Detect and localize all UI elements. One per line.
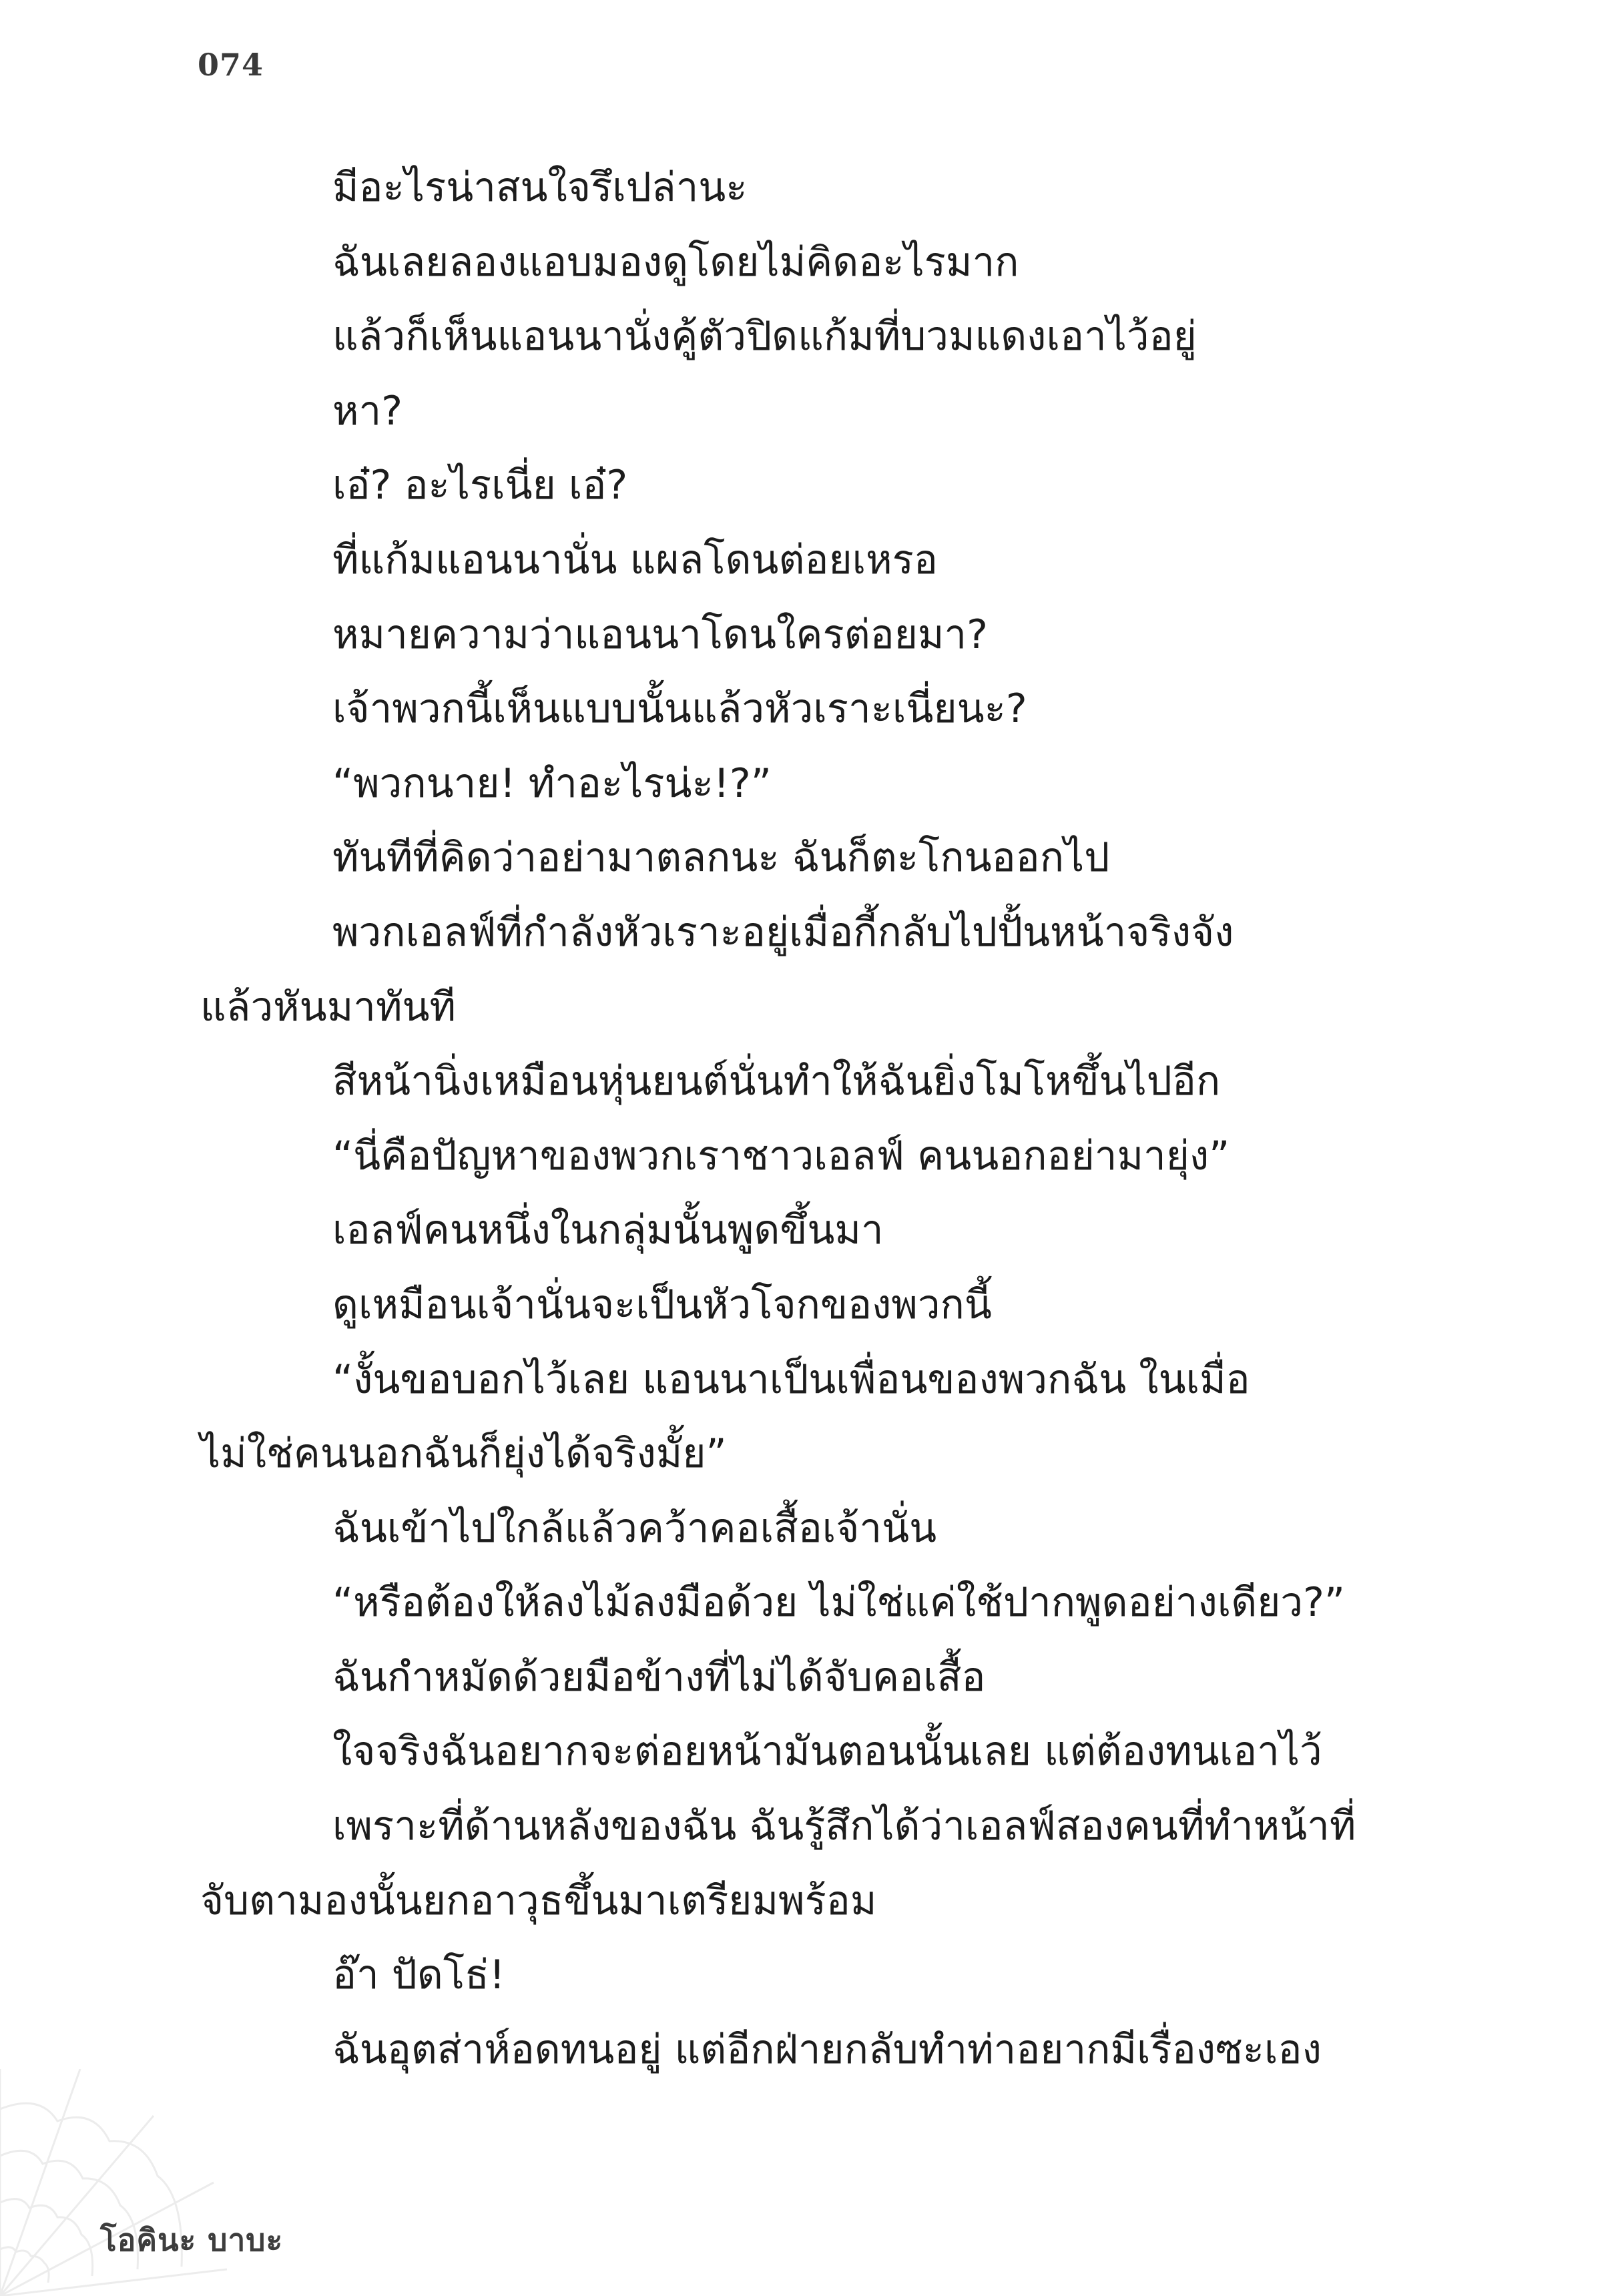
paragraph: “หรือต้องให้ลงไม้ลงมือด้วย ไม่ใช่แค่ใช้ปากพูดอย่างเดียว?” <box>332 1579 1345 1627</box>
paragraph: “นี่คือปัญหาของพวกเราชาวเอลฟ์ คนนอกอย่ามายุ่ง” <box>332 1132 1230 1179</box>
paragraph: อ๊า ปัดโธ่! <box>332 1952 505 1999</box>
paragraph: “งั้นขอบอกไว้เลย แอนนาเป็นเพื่อนของพวกฉัน ในเมื่อ <box>332 1356 1250 1403</box>
paragraph: ที่แก้มแอนนานั่น แผลโดนต่อยเหรอ <box>332 536 938 583</box>
page-number: 074 <box>198 47 264 83</box>
paragraph-continuation: จับตามองนั้นยกอาวุธขึ้นมาเตรียมพร้อม <box>200 1877 877 1924</box>
paragraph: มีอะไรน่าสนใจรึเปล่านะ <box>332 164 748 211</box>
paragraph: “พวกนาย! ทำอะไรน่ะ!?” <box>332 760 772 807</box>
paragraph: เจ้าพวกนี้เห็นแบบนั้นแล้วหัวเราะเนี่ยนะ? <box>332 685 1027 733</box>
paragraph-continuation: แล้วหันมาทันที <box>200 983 457 1031</box>
paragraph: ฉันอุตส่าห์อดทนอยู่ แต่อีกฝ่ายกลับทำท่าอยากมีเรื่องซะเอง <box>332 2026 1322 2073</box>
paragraph: เอลฟ์คนหนึ่งในกลุ่มนั้นพูดขึ้นมา <box>332 1207 884 1254</box>
paragraph: เอ๋? อะไรเนี่ย เอ๋? <box>332 462 628 509</box>
book-author-footer: โอคินะ บาบะ <box>100 2222 284 2258</box>
paragraph: สีหน้านิ่งเหมือนหุ่นยนต์นั่นทำให้ฉันยิ่งโมโหขึ้นไปอีก <box>332 1058 1221 1105</box>
paragraph: หา? <box>332 387 403 435</box>
paragraph: หมายความว่าแอนนาโดนใครต่อยมา? <box>332 611 988 658</box>
body-text <box>200 151 1408 2087</box>
paragraph-continuation: ไม่ใช่คนนอกฉันก็ยุ่งได้จริงมั้ย” <box>200 1430 727 1478</box>
paragraph: ฉันเข้าไปใกล้แล้วคว้าคอเสื้อเจ้านั่น <box>332 1504 937 1552</box>
paragraph: แล้วก็เห็นแอนนานั่งคู้ตัวปิดแก้มที่บวมแดงเอาไว้อยู่ <box>332 313 1197 360</box>
paragraph: เพราะที่ด้านหลังของฉัน ฉันรู้สึกได้ว่าเอลฟ์สองคนที่ทำหน้าที่ <box>332 1803 1356 1850</box>
paragraph: ฉันเลยลองแอบมองดูโดยไม่คิดอะไรมาก <box>332 238 1019 286</box>
paragraph: ทันทีที่คิดว่าอย่ามาตลกนะ ฉันก็ตะโกนออกไป <box>332 834 1110 882</box>
paragraph: ใจจริงฉันอยากจะต่อยหน้ามันตอนนั้นเลย แต่ต้องทนเอาไว้ <box>332 1728 1322 1775</box>
paragraph: ดูเหมือนเจ้านั่นจะเป็นหัวโจกของพวกนี้ <box>332 1281 992 1328</box>
paragraph: พวกเอลฟ์ที่กำลังหัวเราะอยู่เมื่อกี้กลับไปปั้นหน้าจริงจัง <box>332 908 1234 956</box>
paragraph: ฉันกำหมัดด้วยมือข้างที่ไม่ได้จับคอเสื้อ <box>332 1653 986 1701</box>
